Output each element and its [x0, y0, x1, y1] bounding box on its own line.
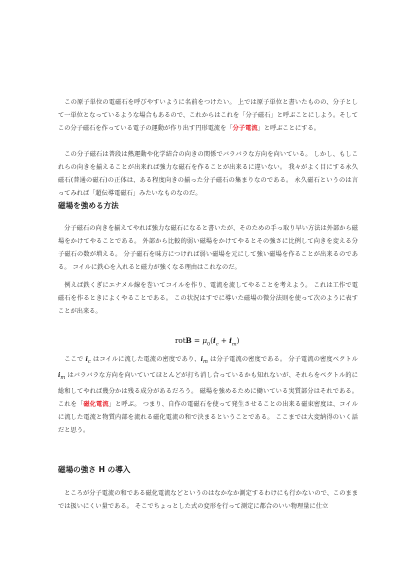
paragraph-introducing-h: ところが分子電流の和である磁化電流などというのはなかなか測定するわけにも行かないので、このままでは扱いにくい量である。 そこでちょっとした式の変形を行って測定に都合のいい物理量に仕立: [58, 490, 358, 510]
highlight-magnetization-current: 磁化電流: [83, 401, 109, 409]
paragraph-permanent-magnet: この分子磁石は普段は熱運動や化学結合の向きの関係でバラバラな方向を向いている。 しかし、もしこれらの向きを揃えることが出来れば強力な磁石を作ることが出来るに違いない。 我々がよく目にする永久磁石(普通の磁石)の正体は、ある程度向きの揃った分子磁石の集まりなのである。 永久磁石というのは言ってみれば「超伝導電磁石」みたいなものなのだ。: [58, 151, 358, 197]
paragraph-magnetization-current: ここで $i_c$ はコイルに流した電流の密度であり、$i_m$ は分子電流の密度である。 分子電流の密度ベクトル $i_m$ はバラバラな方向を向いていてほとんどが打ち消し合っているかも知れないが、それらをベクトル的に総和してやれば幾分かは残る成分があるだろう。 磁場を強めるために働いている実質部分はそれである。 これを「磁化電流」と呼ぶ。 つまり、自作の電磁石を使って発生させることの出来る磁束密度は、コイルに流した電流と物質内部を流れる磁化電流の和で決まるということである。 ここまでは大変納得のいく話だと思う。: [58, 356, 359, 435]
paragraph-external-field: 分子磁石の向きを揃えてやれば強力な磁石になると書いたが、そのための手っ取り早い方法は外部から磁場をかけてやることである。 外部から比較的弱い磁場をかけてやるとその強さに比例して向きを変える分子磁石の数が増える。 分子磁石を味方につければ弱い磁場を元にして強い磁場を作ることが出来るのである。 コイルに鉄心を入れると磁力が強くなる理由はこれなのだ。: [58, 225, 358, 271]
paragraph-electromagnet-example: 例えば鉄くぎにエナメル線を巻いてコイルを作り、電流を流してやることを考えよう。 これは工作で電磁石を作るときによくやることである。 この状況はすでに導いた磁場の微分法則を使って次のように表すことが出来る。: [58, 282, 358, 315]
highlight-molecular-current: 分子電流: [232, 125, 258, 132]
section-heading-field-strength-h: 磁場の強さ H の導入: [58, 465, 131, 474]
section-heading-strengthening-field: 磁場を強める方法: [58, 201, 119, 210]
equation-rot-b: rotB = $\mu_0(i_c + i_m)$: [175, 336, 240, 348]
paragraph-molecular-magnet-definition: この原子単位の電磁石を呼びやすいように名前をつけたい。 上では原子単位と書いたものの、分子として一単位となっているような場合もあるので、これからはこれを「分子磁石」と呼ぶことにしよう。そしてこの分子磁石を作っている電子の運動が作り出す円形電流を「分子電流」と呼ぶことにする。: [58, 99, 358, 132]
